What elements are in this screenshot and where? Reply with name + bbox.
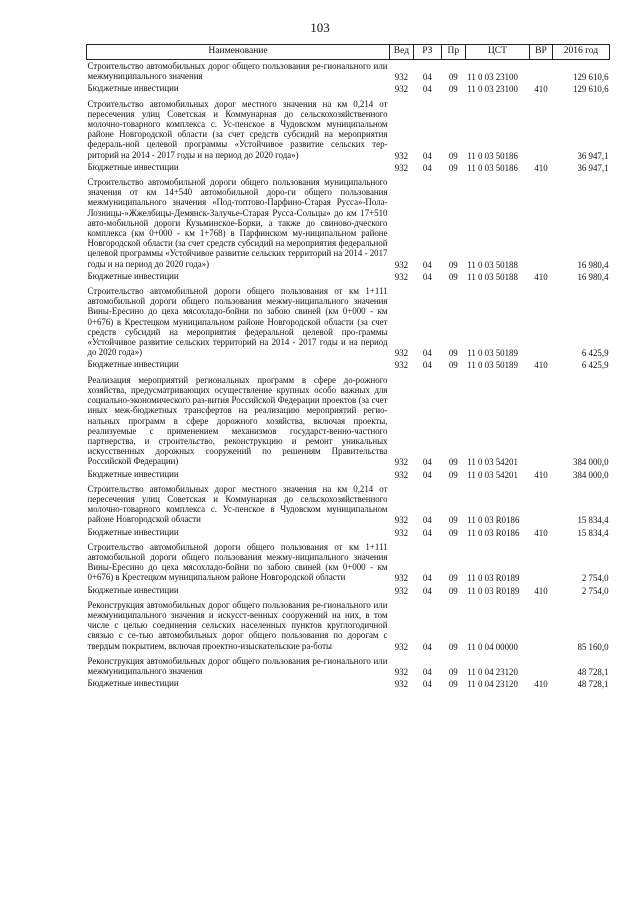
row-amount: 48 728,1 bbox=[577, 666, 609, 677]
row-ved: 932 bbox=[394, 641, 409, 652]
row-name: Бюджетные инвестиции bbox=[87, 678, 179, 689]
row-amount: 85 160,0 bbox=[577, 641, 609, 652]
row-pr: 09 bbox=[448, 585, 458, 596]
row-pr: 09 bbox=[448, 271, 458, 282]
table-row bbox=[87, 82, 610, 94]
table-body bbox=[87, 60, 610, 690]
row-name: Бюджетные инвестиции bbox=[87, 83, 179, 94]
table-row bbox=[87, 270, 610, 282]
row-cst: 11 0 03 50189 bbox=[467, 360, 518, 371]
row-vr bbox=[530, 652, 553, 677]
row-ved: 932 bbox=[394, 515, 409, 526]
row-ved: 932 bbox=[394, 72, 409, 83]
row-vr: 410 bbox=[534, 527, 548, 538]
row-name: Реконструкция автомобильных дорог общего пользования ре-гионального или межмуниципального значения bbox=[87, 655, 388, 676]
row-rz: 04 bbox=[422, 679, 432, 690]
header-rz: РЗ bbox=[413, 45, 441, 60]
row-rz: 04 bbox=[422, 72, 432, 83]
row-name: Строительство автомобильных дорог общего пользования ре-гионального или межмуниципального значения bbox=[87, 61, 388, 82]
row-amount: 15 834,4 bbox=[577, 527, 609, 538]
table-row bbox=[87, 652, 610, 677]
row-amount: 36 947,1 bbox=[577, 162, 609, 173]
row-amount: 384 000,0 bbox=[573, 457, 609, 468]
row-vr bbox=[530, 538, 553, 584]
row-name: Бюджетные инвестиции bbox=[87, 270, 179, 281]
row-name: Реализация мероприятий региональных программ в сфере до-рожного хозяйства, предусматривающих осуществление крупных особо важных для социально-экономического раз-вития Российской Федерации проектов (за счет иных меж-бюджетных трансфертов на реализацию мероприятий регио-нальных программ в сфере дорожного хозяйства, включая проекты, реализуемые с применением механизмов государст-венно-частного партнерства, и строительство, реконструкцию и ремонт уникальных искусственных дорожных сооружений по решениям Правительства Российской Федерации) bbox=[87, 374, 388, 467]
row-cst: 11 0 03 R0186 bbox=[467, 527, 520, 538]
row-amount: 36 947,1 bbox=[577, 150, 609, 161]
row-rz: 04 bbox=[422, 360, 432, 371]
row-rz: 04 bbox=[422, 573, 432, 584]
row-cst: 11 0 04 23120 bbox=[467, 679, 518, 690]
header-amount: 2016 год bbox=[552, 45, 609, 60]
row-ved: 932 bbox=[394, 360, 409, 371]
row-cst: 11 0 03 R0186 bbox=[467, 515, 520, 526]
table-row bbox=[87, 371, 610, 468]
row-ved: 932 bbox=[394, 150, 409, 161]
row-ved: 932 bbox=[394, 84, 409, 95]
row-pr: 09 bbox=[448, 457, 458, 468]
table-row bbox=[87, 468, 610, 480]
row-pr: 09 bbox=[448, 360, 458, 371]
row-pr: 09 bbox=[448, 162, 458, 173]
row-vr: 410 bbox=[534, 360, 548, 371]
table-row bbox=[87, 584, 610, 596]
row-cst: 11 0 03 23100 bbox=[467, 84, 518, 95]
row-ved: 932 bbox=[394, 666, 409, 677]
row-cst: 11 0 03 R0189 bbox=[467, 585, 520, 596]
table-row bbox=[87, 173, 610, 270]
row-ved: 932 bbox=[394, 348, 409, 359]
row-vr bbox=[530, 60, 553, 83]
row-rz: 04 bbox=[422, 641, 432, 652]
row-vr bbox=[530, 173, 553, 270]
row-ved: 932 bbox=[394, 527, 409, 538]
row-rz: 04 bbox=[422, 150, 432, 161]
row-amount: 15 834,4 bbox=[577, 515, 609, 526]
row-amount: 2 754,0 bbox=[581, 573, 609, 584]
table-row bbox=[87, 480, 610, 526]
row-cst: 11 0 03 54201 bbox=[467, 469, 518, 480]
row-amount: 48 728,1 bbox=[577, 679, 609, 690]
row-amount: 6 425,9 bbox=[581, 348, 609, 359]
table-header bbox=[87, 45, 610, 60]
row-pr: 09 bbox=[448, 84, 458, 95]
row-name: Строительство автомобильных дорог местного значения на км 0,214 от пересечения улиц Советская и Коммунарная до сельскохозяйственного молочно-товарного комплекса с. Ус-пенское в Чудовском муниципальном районе Новгородской области (за счет средств субсидий на мероприятия федераль-ной целевой программы «Устойчивое развитие сельских тер-риторий на 2014 - 2017 годы и на период до 2020 года») bbox=[87, 98, 388, 160]
header-name: Наименование bbox=[87, 45, 390, 60]
row-vr bbox=[530, 480, 553, 526]
table-row bbox=[87, 161, 610, 173]
table-row bbox=[87, 60, 610, 83]
row-amount: 129 610,6 bbox=[573, 72, 609, 83]
row-vr: 410 bbox=[534, 469, 548, 480]
row-name: Строительство автомобильной дороги общего пользования от км 1+111 автомобильной дороги общего пользования межму-ниципального значения Вины-Ересино до цеха мясохладо-бойни по забою свиней (км 0+000 - км 0+676) в Крестецком муниципальном районе Новгородской области (за счет средств субсидий на мероприятия федеральной целевой про-граммы «Устойчивое развитие сельских территорий на 2014 - 2017 годы и на период до 2020 года») bbox=[87, 286, 388, 358]
row-name: Бюджетные инвестиции bbox=[87, 526, 179, 537]
row-ved: 932 bbox=[394, 573, 409, 584]
table-row bbox=[87, 95, 610, 161]
row-name: Строительство автомобильной дороги общего пользования муниципального значения от км 14+540 автомобильной доро-ги общего пользования межмуниципального значения «Под-топтово-Парфино-Старая Русса»-Пола-Лозницы-»Жжелбицы-Демянск-Залучье-Старая Русса-Сольцы» до км 17+510 авто-мобильной дороги Кузьминское-Борки, а также до свиново-дческого комплекса (км 0+000 - км 1+768) в Парфинском му-ниципальном районе Новгородской области (за счет средств субсидий на мероприятия федеральной целевой программы «Устойчивое развитие сельских территорий на 2014 - 2017 годы и на период до 2020 года») bbox=[87, 177, 388, 269]
table-row bbox=[87, 677, 610, 689]
row-vr: 410 bbox=[534, 84, 548, 95]
row-pr: 09 bbox=[448, 573, 458, 584]
row-cst: 11 0 04 00000 bbox=[467, 641, 518, 652]
header-cst: ЦСТ bbox=[465, 45, 529, 60]
row-name: Реконструкция автомобильных дорог общего пользования ре-гионального или межмуниципального значения и искусст-венных сооружений на них, в том числе с целью соединения сельских населенных пунктов круглогодичной связью с се-тью автомобильных дорог общего пользования по дорогам с твердым покрытием, включая проектно-изыскательские ра-боты bbox=[87, 599, 388, 651]
row-cst: 11 0 03 50186 bbox=[467, 162, 518, 173]
row-pr: 09 bbox=[448, 72, 458, 83]
row-amount: 6 425,9 bbox=[581, 360, 609, 371]
row-pr: 09 bbox=[448, 469, 458, 480]
row-cst: 11 0 03 50186 bbox=[467, 150, 518, 161]
row-rz: 04 bbox=[422, 271, 432, 282]
row-rz: 04 bbox=[422, 515, 432, 526]
row-pr: 09 bbox=[448, 679, 458, 690]
row-ved: 932 bbox=[394, 162, 409, 173]
row-ved: 932 bbox=[394, 271, 409, 282]
row-cst: 11 0 04 23120 bbox=[467, 666, 518, 677]
row-ved: 932 bbox=[394, 259, 409, 270]
row-ved: 932 bbox=[394, 457, 409, 468]
row-pr: 09 bbox=[448, 666, 458, 677]
row-amount: 2 754,0 bbox=[581, 585, 609, 596]
table-row bbox=[87, 358, 610, 370]
row-rz: 04 bbox=[422, 666, 432, 677]
page-number: 103 bbox=[310, 20, 330, 35]
row-rz: 04 bbox=[422, 585, 432, 596]
row-pr: 09 bbox=[448, 515, 458, 526]
row-cst: 11 0 03 50189 bbox=[467, 348, 518, 359]
row-ved: 932 bbox=[394, 679, 409, 690]
table-row bbox=[87, 526, 610, 538]
budget-table bbox=[86, 44, 610, 689]
row-name: Бюджетные инвестиции bbox=[87, 584, 179, 595]
row-amount: 129 610,6 bbox=[573, 84, 609, 95]
row-ved: 932 bbox=[394, 469, 409, 480]
row-name: Бюджетные инвестиции bbox=[87, 161, 179, 172]
row-name: Бюджетные инвестиции bbox=[87, 468, 179, 479]
row-rz: 04 bbox=[422, 259, 432, 270]
row-rz: 04 bbox=[422, 527, 432, 538]
row-cst: 11 0 03 54201 bbox=[467, 457, 518, 468]
row-vr: 410 bbox=[534, 271, 548, 282]
row-rz: 04 bbox=[422, 457, 432, 468]
row-vr bbox=[530, 596, 553, 652]
row-cst: 11 0 03 R0189 bbox=[467, 573, 520, 584]
row-vr: 410 bbox=[534, 162, 548, 173]
header-vr: ВР bbox=[530, 45, 553, 60]
row-pr: 09 bbox=[448, 348, 458, 359]
row-pr: 09 bbox=[448, 527, 458, 538]
row-rz: 04 bbox=[422, 162, 432, 173]
row-pr: 09 bbox=[448, 259, 458, 270]
row-name: Строительство автомобильных дорог местного значения на км 0,214 от пересечения улиц Советская и Коммунарная до сельскохозяйственного молочно-товарного комплекса с. Ус-пенское в Чудовском муниципальном районе Новгородской области bbox=[87, 483, 388, 525]
row-ved: 932 bbox=[394, 585, 409, 596]
row-pr: 09 bbox=[448, 150, 458, 161]
row-cst: 11 0 03 50188 bbox=[467, 271, 518, 282]
header-ved: Вед bbox=[390, 45, 414, 60]
header-pr: Пр bbox=[441, 45, 465, 60]
row-rz: 04 bbox=[422, 469, 432, 480]
row-vr: 410 bbox=[534, 679, 548, 690]
row-name: Строительство автомобильной дороги общего пользования от км 1+111 автомобильной дороги общего пользования межму-ниципального значения Вины-Ересино до цеха мясохладо-бойни по забою свиней (км 0+000 - км 0+676) в Крестецком муниципальном районе Новгородской области bbox=[87, 541, 388, 583]
row-amount: 384 000,0 bbox=[573, 469, 609, 480]
table-row bbox=[87, 596, 610, 652]
table-row bbox=[87, 282, 610, 358]
row-amount: 16 980,4 bbox=[577, 259, 609, 270]
row-amount: 16 980,4 bbox=[577, 271, 609, 282]
row-vr bbox=[530, 282, 553, 358]
table-row bbox=[87, 538, 610, 584]
row-name: Бюджетные инвестиции bbox=[87, 359, 179, 370]
row-vr bbox=[530, 95, 553, 161]
row-vr bbox=[530, 371, 553, 468]
row-vr: 410 bbox=[534, 585, 548, 596]
row-cst: 11 0 03 50188 bbox=[467, 259, 518, 270]
row-cst: 11 0 03 23100 bbox=[467, 72, 518, 83]
row-pr: 09 bbox=[448, 641, 458, 652]
row-rz: 04 bbox=[422, 84, 432, 95]
row-rz: 04 bbox=[422, 348, 432, 359]
